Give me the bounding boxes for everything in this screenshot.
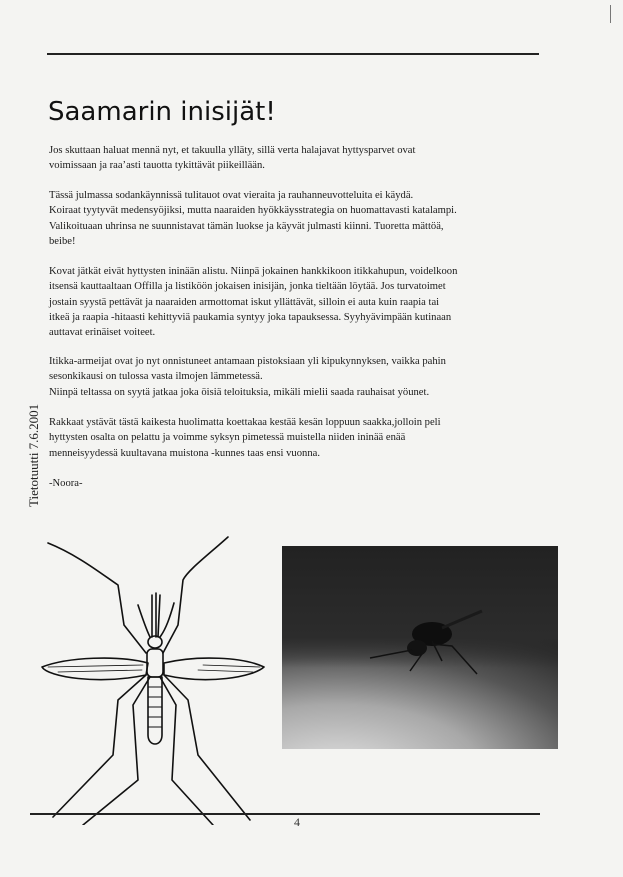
mosquito-photo: [282, 546, 558, 749]
text-line: hyttysten osalta on pelattu ja voimme syksyn pimetessä muistella niiden ininää enää: [49, 432, 406, 444]
paragraph-2: [49, 188, 569, 249]
text-line: menneisyydessä kuultavana muistona -kunnes taas ensi vuonna.: [49, 447, 320, 459]
bottom-rule: [30, 813, 540, 815]
text-line: Koiraat tyytyvät medensyöjiksi, mutta naaraiden hyökkäysstrategia on huomattavasti katalampi.: [49, 205, 457, 217]
mosquito-drawing: [38, 525, 278, 825]
proboscis: [152, 593, 160, 637]
text-line: Niinpä teltassa on syytä jatkaa joka öisiä teloituksia, mikäli mielii saada rauhaisat yöunet.: [49, 386, 430, 398]
top-rule: [47, 53, 539, 55]
scan-edge-mark: [610, 5, 611, 23]
antenna-left: [138, 605, 150, 637]
text-line: Itikka-armeijat ovat jo nyt onnistuneet antamaan pistoksiaan yli kipukynnyksen, vaikka pahin: [49, 356, 446, 367]
paragraph-5: [49, 415, 569, 461]
wing-right: [164, 658, 264, 680]
side-label: Tietotuutti 7.6.2001: [26, 403, 41, 507]
front-leg-right: [163, 537, 228, 653]
head: [148, 636, 162, 648]
text-line: Jos skuttaan haluat mennä nyt, et takuulla ylläty, sillä verta halajavat hyttysparvet ovat: [49, 145, 416, 156]
text-line: auttavat erinäiset voiteet.: [49, 327, 156, 339]
text-line: beibe!: [49, 235, 76, 247]
text-line: sesonkikausi on tulossa vasta ilmojen lämmetessä.: [49, 371, 263, 383]
paragraph-4: [49, 354, 569, 400]
antenna-right: [160, 603, 174, 637]
text-line: Kovat jätkät eivät hyttysten ininään alistu. Niinpä jokainen hankkikoon itikkahupun, voidelkoon: [49, 266, 458, 277]
front-leg-left: [48, 543, 146, 653]
author-name: -Noora-: [49, 478, 83, 489]
page-number: 4: [294, 815, 300, 829]
mid-leg-left: [53, 675, 146, 817]
text-line: itsensä kauttaaltaan Offilla ja listiköön jokaisen inisijän, jonka tieltään löytää. Jos turvatoimet: [49, 281, 446, 293]
article-title: Saamarin inisijät!: [48, 97, 276, 127]
paragraph-1: [49, 143, 569, 174]
text-line: itkeä ja raapia -hitaasti kehittyviä paukamia syntyy joka tapauksessa. Syyhyävimpään kutinaan: [49, 311, 452, 323]
text-line: Tässä julmassa sodankäynnissä tulitauot ovat vieraita ja rauhanneuvotteluita ei käydä.: [49, 190, 414, 201]
text-line: jostain syystä pettävät ja naaraiden armottomat iskut yllättävät, silloin ei auta kuin raapia tai: [49, 296, 440, 308]
text-line: Valikoituaan uhrinsa ne suunnistavat tämän luokse ja käyvät julmasti kiinni. Tuoretta mättöä,: [49, 220, 444, 232]
mid-leg-right: [164, 675, 250, 820]
text-line: Rakkaat ystävät tästä kaikesta huolimatta koettakaa kestää kesän loppuun saakka,jolloin peli: [49, 417, 441, 428]
text-line: voimissaan ja raa’asti tauotta tykittävät piikeillään.: [49, 160, 265, 172]
signature: [49, 476, 569, 491]
paragraph-3: [49, 264, 569, 340]
hind-leg-left: [83, 677, 150, 825]
mosquito-silhouette: [282, 546, 558, 749]
wing-left: [42, 658, 148, 680]
thorax: [147, 649, 163, 677]
